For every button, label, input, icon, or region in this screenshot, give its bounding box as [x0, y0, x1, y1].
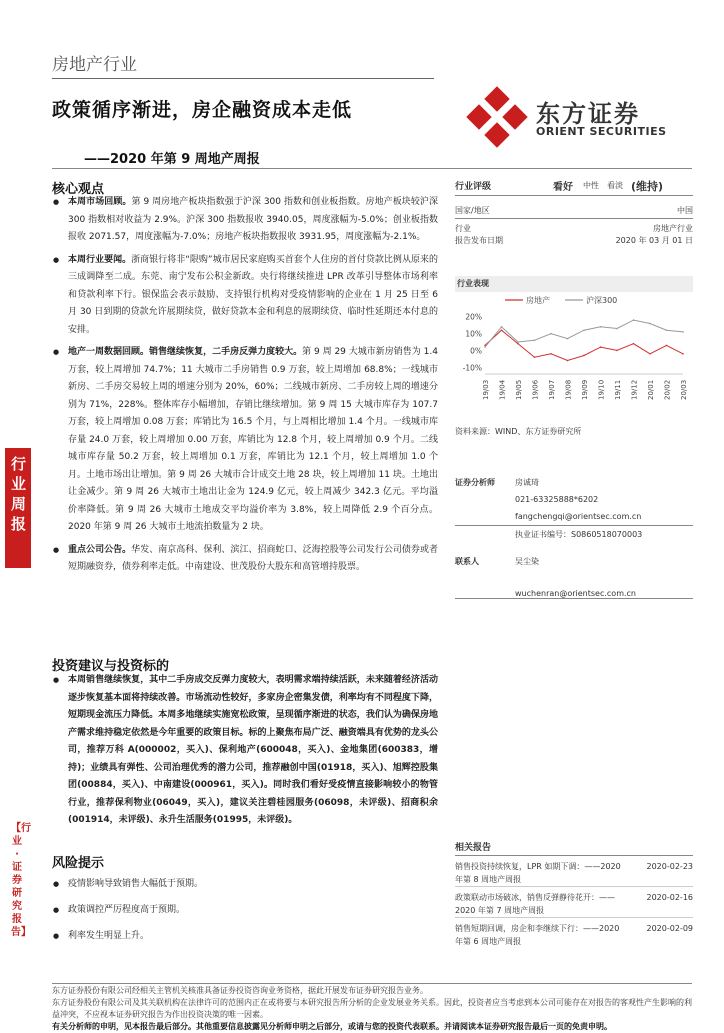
header-divider: [52, 78, 434, 79]
info-key: 国家/地区: [455, 206, 490, 215]
side-tag-weekly: [5, 448, 31, 568]
logo-chinese-text: 东方证券: [536, 100, 640, 128]
core-list: [52, 194, 438, 579]
core-item-text: 第 9 周 29 大城市新房销售为 1.4 万套，较上周增加 74.7%；11 大城市二手房销售 0.9 万套，较上周增加 68.8%；一线城市新房、二手房交易较上周的增速分别为 20%，60%；二线城市新房、二手房较上周的增速分别为 71%，228%。整体库存小幅增加，存销比继续增加。第 9 周 15 大城市库存为 107.7 万套，较上周增加 0.08 万套；库销比为 16.5 个月，与上周相比增加 1.4 个月。一线城市库存量 24.0 万套，较上周增加 0.00 万套，库销比为 12.8 个月，较上周增加 0.9 个月。二线城市库存量 50.2 万套，较上周增加 0.1 万套，库销比为 12.1 个月，较上周增加 1.0 个月。土地市场出让增加。第 9 周 26 大城市合计成交土地 28 块，较上周增加 11 块。土地出让金减少。第 9 周 26 大城市土地出让金为 124.9 亿元，较上周减少 342.3 亿元。平均溢价率降低。第 9 周 26 大城市土地成交平均溢价率为 3.8%，较上周降低 2.9 个百分点。2020 年第 9 周 26 大城市土地流拍数量为 2 块。: [68, 347, 438, 532]
risk-item: ● 疫情影响导致销售大幅低于预期。: [52, 872, 438, 896]
data-point: [649, 353, 651, 355]
legend-label: 房地产: [526, 296, 550, 305]
risk-item: ● 政策调控严厉程度高于预期。: [52, 898, 438, 922]
contact-row: [455, 556, 693, 567]
data-point: [534, 356, 536, 358]
side-vertical-label: [5, 822, 29, 939]
core-item: [52, 194, 438, 247]
contact-block: [455, 556, 693, 599]
footer-disclaimer: 有关分析师的申明，见本报告最后部分。其他重要信息披露见分析师申明之后部分，或请与您的投资代表联系。并请阅读本证券研究报告最后一页的免责申明。: [52, 1022, 612, 1031]
core-item-lead: 本周市场回顾。: [68, 197, 132, 207]
rating-label: 行业评级: [455, 182, 492, 192]
x-tick-label: 19/07: [548, 379, 556, 400]
related-report-link[interactable]: [455, 860, 693, 887]
x-tick-label: 20/03: [680, 379, 688, 400]
related-report-date: 2020-02-23: [646, 862, 693, 871]
analyst-name: 房诚琦: [515, 478, 539, 487]
core-item-lead: 本周行业要闻。: [68, 254, 132, 265]
info-key: 报告发布日期: [455, 236, 503, 245]
footer-divider: [52, 983, 692, 984]
x-tick-label: 19/05: [515, 379, 523, 400]
analyst-cert: 执业证书编号：S0860518070003: [515, 530, 643, 539]
y-tick-label: 20%: [465, 312, 482, 322]
x-tick-label: 19/10: [597, 379, 606, 400]
rating-row: [455, 176, 693, 196]
info-row: [455, 235, 693, 248]
data-point: [567, 338, 569, 340]
chart-source: 资料来源：WIND、东方证券研究所: [455, 427, 582, 436]
x-tick-label: 19/04: [498, 379, 507, 400]
related-report-title: 政策联动市场破冰，销售反弹静待花开：——2020 年第 7 周地产周报: [455, 893, 615, 915]
data-point: [666, 345, 668, 347]
y-tick-label: -10%: [462, 363, 482, 373]
data-point: [550, 353, 552, 355]
y-tick-label: 0%: [470, 346, 482, 356]
related-heading: 相关报告: [455, 840, 693, 856]
core-heading: 核心观点: [52, 182, 105, 197]
contact-email[interactable]: wuchenran@orientsec.com.cn: [455, 589, 693, 599]
series-line-csi300: [485, 320, 683, 347]
invest-body: [52, 672, 438, 832]
subtitle-divider: [52, 168, 692, 169]
related-block: [455, 840, 693, 948]
analyst-row: [455, 474, 693, 491]
chart-legend: [505, 295, 617, 305]
invest-text: ● 本周销售继续恢复，其中二手房成交反弹力度较大，表明需求端持续活跃，未来随着经济活动逐步恢复基本面将持续改善。市场流动性较好，多家房企密集发债，利率均有不同程度下降，短期现金流压力降低。本周多地继续实施宽松政策，呈现循序渐进的状态，我们认为确保房地产需求维持稳定依然是今年重要的政策目标。标的上聚焦布局广泛、融资端具有优势的龙头公司，推荐万科 A(000002，买入)、保利地产(600048，买入)、金地集团(600383，增持)；业绩具有弹性、公司治理优秀的潜力公司，推荐融创中国(01918，买入)、旭辉控股集团(00884，买入)、中南建设(000961，买入)。同时我们看好受疫情直接影响较小的物管行业，推荐保利物业(06049，买入)，建议关注碧桂园服务(06098，未评级)、招商积余(001914，未评级)、永升生活服务(01995，未评级)。: [52, 672, 438, 830]
analyst-label: 证券分析师: [455, 478, 495, 487]
x-tick-label: 19/03: [482, 379, 490, 400]
related-report-title: 销售短期回调，房企和李继续下行：——2020 年第 6 周地产周报: [455, 924, 620, 946]
info-value: 房地产行业: [653, 223, 693, 233]
data-point: [583, 329, 585, 331]
legend-label: 沪深300: [586, 296, 618, 305]
footer: [52, 985, 692, 1033]
core-item-text: 华发、南京高科、保利、滨江、招商蛇口、泛海控股等公司发行公司债券或者短期融资券，债券利率走低。中南建设、世茂股份大股东和高管增持股票。: [68, 544, 438, 572]
data-point: [484, 346, 486, 348]
logo-english-text: ORIENT SECURITIES: [536, 125, 667, 138]
x-tick-label: 19/12: [630, 379, 639, 400]
info-key: 行业: [455, 223, 471, 233]
core-item: [52, 542, 438, 577]
side-tag-text: 行业周报: [11, 455, 27, 533]
x-tick-label: 20/02: [663, 379, 672, 400]
industry-performance-chart: [455, 292, 693, 412]
info-value: 2020 年 03 月 01 日: [615, 236, 693, 245]
data-point: [600, 326, 602, 328]
chart-series: [484, 319, 684, 361]
related-report-link[interactable]: [455, 922, 693, 948]
y-tick-label: 10%: [465, 329, 482, 339]
report-subtitle: ——2020 年第 9 周地产周报: [84, 152, 260, 167]
data-point: [633, 343, 635, 345]
info-divider: [455, 218, 693, 219]
report-title: 政策循序渐进，房企融资成本走低: [52, 99, 353, 121]
data-point: [583, 355, 585, 357]
core-item-lead: 重点公司公告。: [68, 544, 132, 555]
x-tick-label: 20/01: [647, 379, 655, 400]
related-report-title: 销售投资持续恢复，LPR 如期下调：——2020 年第 8 周地产周报: [455, 862, 621, 884]
info-row: [455, 223, 693, 236]
contact-label: 联系人: [455, 557, 479, 566]
data-point: [616, 350, 618, 352]
info-value: 中国: [677, 206, 693, 215]
data-point: [682, 331, 684, 333]
data-point: [633, 319, 635, 321]
related-report-date: 2020-02-16: [646, 893, 693, 902]
data-point: [567, 360, 569, 362]
data-point: [666, 329, 668, 331]
risk-heading: 风险提示: [52, 856, 105, 871]
rating-option-positive: 看好: [553, 182, 573, 193]
data-point: [616, 328, 618, 330]
data-point: [550, 333, 552, 335]
rating-option-neutral: 中性: [583, 181, 599, 190]
side-vertical-text: 【行业·证券研究报告】: [11, 823, 31, 938]
orient-logo-icon: [468, 88, 526, 146]
x-tick-label: 19/08: [564, 379, 573, 400]
info-row: [455, 205, 693, 218]
invest-heading: 投资建议与投资标的: [52, 659, 170, 674]
risk-item: ● 利率发生明显上升。: [52, 924, 438, 948]
data-point: [501, 326, 503, 328]
data-point: [534, 340, 536, 342]
related-report-link[interactable]: [455, 891, 693, 918]
data-point: [517, 341, 519, 343]
data-point: [501, 329, 503, 331]
core-item: [52, 252, 438, 340]
analyst-phone: 021-63325888*6202: [515, 495, 599, 504]
x-tick-label: 19/11: [614, 379, 622, 400]
chart-title: 行业表现: [455, 276, 693, 292]
contact-name: 吴尘染: [515, 557, 539, 566]
data-point: [600, 346, 602, 348]
rating-option-negative: 看淡: [607, 181, 623, 190]
core-item: [52, 344, 438, 537]
chart-axes: [463, 313, 688, 400]
data-point: [517, 343, 519, 345]
x-tick-label: 19/09: [581, 379, 589, 400]
footer-line: 东方证券股份有限公司经相关主管机关核准具备证券投资咨询业务资格，据此开展发布证券研究报告业务。: [52, 986, 428, 995]
data-point: [649, 323, 651, 325]
analyst-block: [455, 474, 693, 543]
risk-list: [52, 872, 438, 950]
x-tick-label: 19/06: [531, 379, 540, 400]
analyst-email[interactable]: fangchengqi@orientsec.com.cn: [455, 508, 693, 526]
footer-line: 东方证券股份有限公司及其关联机构在法律许可的范围内正在或将要与本研究报告所分析的企业发展业务关系。因此，投资者应当考虑到本公司可能存在对报告的客观性产生影响的利益冲突，不应视本证券研究报告为作出投资决策的唯一因素。: [52, 998, 692, 1019]
info-table: [455, 205, 693, 248]
sector-label: 房地产行业: [52, 55, 137, 75]
core-item-lead: 地产一周数据回顾。销售继续恢复，二手房反弹力度较大。: [68, 347, 303, 357]
related-report-date: 2020-02-09: [646, 924, 693, 933]
rating-current: (维持): [631, 179, 664, 193]
core-item-text: 浙商银行将非“限购”城市居民家庭购买首套个人住房的首付贷款比例从原来的三成调降至二成。东莞、南宁发布公积金新政。央行将继续推进 LPR 改革引导整体市场利率和贷款利率下行。银保监会表示鼓励、支持银行机构对受疫情影响的企业在 1 月 25 日至 6 月 30 日到期的贷款允许展期续贷，做好贷款本金和利息的展期续贷、临时性延期还本付息的安排。: [68, 254, 438, 335]
data-point: [682, 353, 684, 355]
core-item-text: 第 9 周房地产板块指数强于沪深 300 指数和创业板指数。房地产板块较沪深 300 指数相对收益为 2.9%。沪深 300 指数报收 3940.05，周度涨幅为-5.0%；创业板指数报收 2071.57，周度涨幅为-7.0%；房地产板块指数报收 3931.95，周度涨幅为-2.1%。: [68, 197, 438, 242]
